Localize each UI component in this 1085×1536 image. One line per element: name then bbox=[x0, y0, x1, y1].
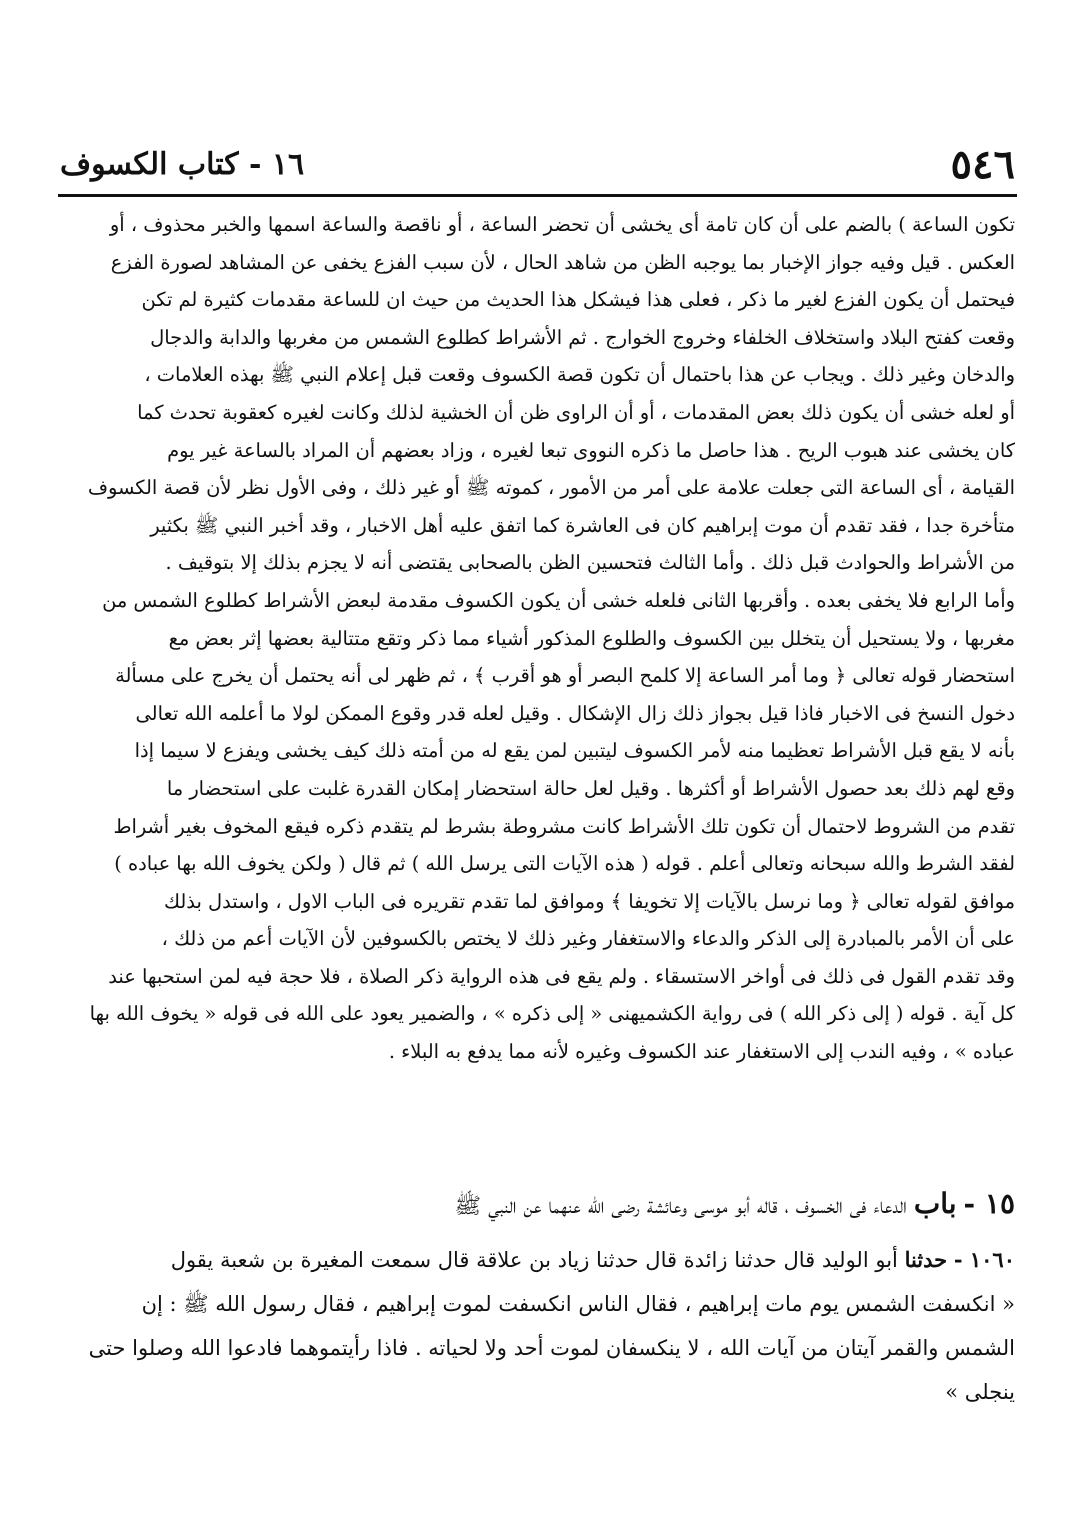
hadith-text bbox=[58, 1238, 1015, 1414]
commentary-line: عباده » ، وفيه الندب إلى الاستغفار عند الكسوف وغيره لأنه مما يدفع به البلاء . bbox=[388, 1040, 1015, 1064]
header-rule bbox=[58, 194, 1017, 197]
commentary-line: بأنه لا يقع قبل الأشراط تعظيما منه لأمر الكسوف ليتبين لمن يقع له من أمته ذلك كيف يخشى ويفزع لا سيما إذا bbox=[134, 739, 1015, 763]
hadith-number: ١٠٦٠ - bbox=[953, 1247, 1015, 1272]
commentary-line: أو لعله خشى أن يكون ذلك بعض المقدمات ، أو أن الراوى ظن أن الخشية لذلك وكانت لغيره كعقوبة تحدث كما bbox=[137, 400, 1015, 424]
commentary-line: مغربها ، ولا يستحيل أن يتخلل بين الكسوف والطلوع المذكور أشياء مما ذكر وتقع متتالية بعضها إثر بعض مع bbox=[168, 626, 1015, 650]
hadith-line bbox=[58, 1238, 1015, 1282]
commentary-line: العكس . قيل وفيه جواز الإخبار بما يوجبه الظن من شاهد الحال ، لأن سبب الفزع يخفى عن المشاهد لصورة الفزع bbox=[110, 250, 1015, 274]
commentary-line: متأخرة جدا ، فقد تقدم أن موت إبراهيم كان فى العاشرة كما اتفق عليه أهل الاخبار ، وقد أخبر النبي ﷺ بكثير bbox=[150, 513, 1015, 537]
hadith-isnad: أبو الوليد قال حدثنا زائدة قال حدثنا زياد بن علاقة قال سمعت المغيرة بن شعبة يقول bbox=[170, 1248, 898, 1272]
commentary-line: من الأشراط والحوادث قبل ذلك . وأما الثالث فتحسين الظن بالصحابى يقتضى أنه لا يجزم بذلك إلا بتوقيف . bbox=[165, 551, 1015, 575]
hadith-lead-word: حدثنا bbox=[904, 1247, 948, 1272]
commentary-line: وقد تقدم القول فى ذلك فى أواخر الاستسقاء . ولم يقع فى هذه الرواية ذكر الصلاة ، فلا حجة فيه لمن استحبها عند bbox=[108, 964, 1015, 988]
page-header bbox=[60, 140, 1015, 190]
chapter-number: ١٥ - bbox=[963, 1187, 1015, 1220]
chapter-bab-label: باب bbox=[913, 1187, 957, 1220]
commentary-line: والدخان وغير ذلك . ويجاب عن هذا باحتمال أن تكون قصة الكسوف وقعت قبل إعلام النبي ﷺ بهذه العلامات ، bbox=[144, 363, 1015, 387]
commentary-line: موافق لقوله تعالى ﴿ وما نرسل بالآيات إلا تخويفا ﴾ وموافق لما تقدم تقريره فى الباب الاول ، واستدل بذلك bbox=[164, 889, 1015, 913]
commentary-line: استحضار قوله تعالى ﴿ وما أمر الساعة إلا كلمح البصر أو هو أقرب ﴾ ، ثم ظهر لى أنه يحتمل أن يخرج على مسألة bbox=[115, 664, 1015, 688]
chapter-heading bbox=[70, 1180, 1015, 1228]
commentary-line: على أن الأمر بالمبادرة إلى الذكر والدعاء والاستغفار وغير ذلك لا يختص بالكسوفين لأن الآيات أعم من ذلك ، bbox=[161, 927, 1015, 951]
running-title: ١٦ - كتاب الكسوف bbox=[60, 147, 305, 182]
page-number: ٥٤٦ bbox=[950, 141, 1015, 188]
commentary-line: وأما الرابع فلا يخفى بعده . وأقربها الثانى فلعله خشى أن يكون الكسوف مقدمة لبعض الأشراط كطلوع الشمس من bbox=[102, 588, 1015, 612]
hadith-line: « انكسفت الشمس يوم مات إبراهيم ، فقال الناس انكسفت لموت إبراهيم ، فقال رسول الله ﷺ : إن bbox=[141, 1292, 1015, 1316]
commentary-line: كان يخشى عند هبوب الريح . هذا حاصل ما ذكره النووى تبعا لغيره ، وزاد بعضهم أن المراد بالساعة غير يوم bbox=[167, 438, 1015, 462]
chapter-title: الدعاء فى الخسوف ، قاله أبو موسى وعائشة رضى الله عنهما عن النبي ﷺ bbox=[454, 1194, 907, 1219]
hadith-line: ينجلى » bbox=[945, 1380, 1015, 1404]
commentary-line: تقدم من الشروط لاحتمال أن تكون تلك الأشراط كانت مشروطة بشرط لم يتقدم ذكره فيقع المخوف بغير أشراط bbox=[113, 814, 1015, 838]
commentary-line: دخول النسخ فى الاخبار فاذا قيل بجواز ذلك زال الإشكال . وقيل لعله قدر وقوع الممكن لولا ما أعلمه الله تعالى bbox=[135, 701, 1015, 725]
commentary-line: وقعت كفتح البلاد واستخلاف الخلفاء وخروج الخوارج . ثم الأشراط كطلوع الشمس من مغربها والدابة والدجال bbox=[150, 325, 1015, 349]
commentary-line: تكون الساعة ) بالضم على أن كان تامة أى يخشى أن تحضر الساعة ، أو ناقصة والساعة اسمها والخبر محذوف ، أو bbox=[109, 213, 1015, 236]
commentary-line: القيامة ، أى الساعة التى جعلت علامة على أمر من الأمور ، كموته ﷺ أو غير ذلك ، وفى الأول نظر لأن قصة الكسوف bbox=[87, 476, 1015, 500]
commentary-line: لفقد الشرط والله سبحانه وتعالى أعلم . قوله ( هذه الآيات التى يرسل الله ) ثم قال ( ولكن يخوف الله بها عباده ) bbox=[114, 852, 1015, 876]
commentary-line: كل آية . قوله ( إلى ذكر الله ) فى رواية الكشميهنى « إلى ذكره » ، والضمير يعود على الله فى قوله « يخوف الله بها bbox=[89, 1002, 1015, 1026]
hadith-line: الشمس والقمر آيتان من آيات الله ، لا ينكسفان لموت أحد ولا لحياته . فاذا رأيتموهما فادعوا الله وصلوا حتى bbox=[88, 1336, 1015, 1360]
commentary-line: وقع لهم ذلك بعد حصول الأشراط أو أكثرها . وقيل لعل حالة استحضار إمكان القدرة غلبت على استحضار ما bbox=[166, 776, 1015, 800]
commentary-text bbox=[58, 206, 1015, 1071]
commentary-line: فيحتمل أن يكون الفزع لغير ما ذكر ، فعلى هذا فيشكل هذا الحديث من حيث ان للساعة مقدمات كثيرة لم تكن bbox=[141, 288, 1015, 312]
